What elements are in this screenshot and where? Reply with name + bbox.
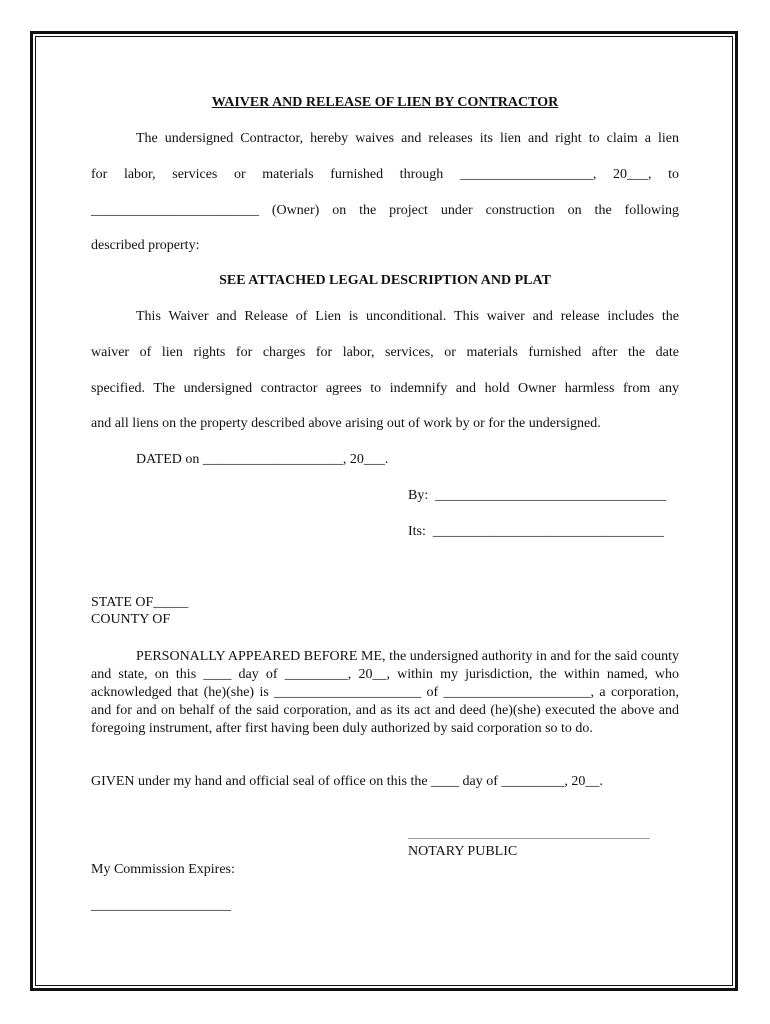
para2-line3: specified. The undersigned contractor agrees to indemnify and hold Owner harmless from any	[91, 381, 679, 396]
commission-expires-label: My Commission Expires:	[91, 862, 235, 877]
notary-public-label: NOTARY PUBLIC	[408, 844, 518, 859]
legal-description-heading: SEE ATTACHED LEGAL DESCRIPTION AND PLAT	[219, 273, 551, 288]
personally-appeared-paragraph: PERSONALLY APPEARED BEFORE ME, the undersigned authority in and for the said county and state, on this ____ day of _________, 20__, within my jurisdiction, the within named, who acknowledged that (he)(she) is _____________________ of _____________________, a corporation, and for and on behalf of the said corporation, and as its act and deed (he)(she) executed the above and foregoing instrument, after first having been duly authorized by said corporation so to do.	[91, 649, 679, 736]
state-of-line: STATE OF_____	[91, 595, 189, 610]
para1-line3: ________________________ (Owner) on the project under construction on the following	[91, 203, 679, 218]
its-title-line: Its: _________________________________	[408, 524, 664, 539]
para1-line4: described property:	[91, 238, 200, 253]
dated-line: DATED on ____________________, 20___.	[136, 452, 389, 467]
para1-line1: The undersigned Contractor, hereby waives and releases its lien and right to claim a lien	[136, 131, 679, 146]
para2-line4: and all liens on the property described above arising out of work by or for the undersigned.	[91, 416, 601, 431]
notary-signature-line	[408, 838, 650, 839]
para2-line1: This Waiver and Release of Lien is unconditional. This waiver and release includes the	[136, 309, 679, 324]
commission-date-line: ____________________	[91, 898, 231, 913]
by-signature-line: By: _________________________________	[408, 488, 667, 503]
county-of-line: COUNTY OF	[91, 612, 171, 627]
para1-line2: for labor, services or materials furnished through ___________________, 20___, to	[91, 167, 679, 182]
given-line: GIVEN under my hand and official seal of office on this the ____ day of _________, 20__.	[91, 774, 603, 789]
document-title: WAIVER AND RELEASE OF LIEN BY CONTRACTOR	[211, 95, 559, 110]
para2-line2: waiver of lien rights for charges for labor, services, or materials furnished after the date	[91, 345, 679, 360]
